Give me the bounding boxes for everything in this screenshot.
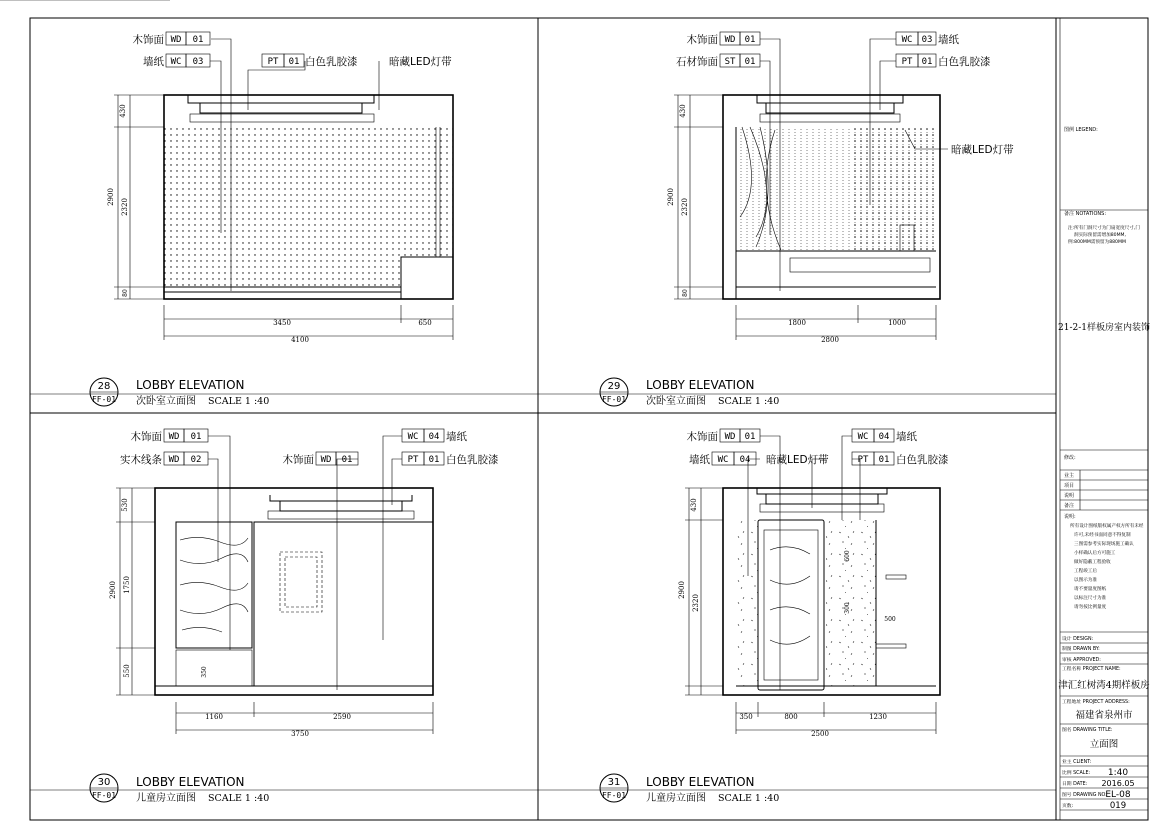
project-name: 津汇红树湾4期样板房 <box>1058 680 1150 691</box>
tag-29-0-code: WD <box>724 35 736 45</box>
tag-30-1-code: WD <box>168 455 180 465</box>
tag-30-4-suffix: 白色乳胶漆 <box>446 454 499 466</box>
dim-h-29-1: 1000 <box>888 319 906 327</box>
dim-v-29-3: 80 <box>682 289 689 297</box>
drawing-no-label: 图号 DRAWING NO: <box>1062 793 1107 798</box>
notice-line-0: 所有设计图纸版权属产权方所有未经 <box>1070 524 1144 529</box>
tag-29-3-num: 01 <box>921 57 933 67</box>
page-label: 页数: <box>1062 804 1074 809</box>
tag-29-4-suffix: 暗藏LED灯带 <box>951 144 1014 156</box>
title-block <box>1058 126 1150 811</box>
tag-31-0-num: 01 <box>744 432 756 442</box>
project-name-label: 工程名称 PROJECT NAME: <box>1062 667 1121 672</box>
tag-31-4-suffix: 白色乳胶漆 <box>896 454 949 466</box>
notes-line-1: 洞实际预留需增加80MM, <box>1074 233 1126 238</box>
dim-v-28-0: 430 <box>119 104 127 118</box>
dim-v-29-0: 430 <box>679 104 687 118</box>
tag-30-4-num: 01 <box>428 455 440 465</box>
tag-30-3-suffix: 墙纸 <box>446 431 467 443</box>
tag-30-4-code: PT <box>407 455 419 465</box>
notice-line-7: 请不要量度图纸 <box>1074 587 1107 592</box>
tag-31-1-name: 墙纸 <box>689 454 710 466</box>
dim-v-30-4: 350 <box>201 666 208 678</box>
tag-31-2-suffix: 暗藏LED灯带 <box>766 454 829 466</box>
tag-29-0-num: 01 <box>744 35 756 45</box>
notes-label: 备注 NOTATIONS: <box>1064 211 1107 217</box>
address-label: 工程地址 PROJECT ADDRESS: <box>1062 700 1130 705</box>
tag-28-2-code: PT <box>267 57 279 67</box>
tag-29-2-num: 03 <box>921 35 933 45</box>
dim-h-29-2: 2800 <box>821 336 839 344</box>
drawn-label: 制图 DRAWN BY: <box>1062 647 1100 652</box>
tag-31-3-code: WC <box>857 432 869 442</box>
dim-v-30-1: 2900 <box>109 581 117 599</box>
panel-31 <box>538 429 1056 804</box>
tag-29-2-code: WC <box>901 35 913 45</box>
check-label: 审核 APPROVED: <box>1062 658 1101 663</box>
tag-31-3-suffix: 墙纸 <box>896 431 917 443</box>
dim-h-31-3: 2500 <box>811 730 829 738</box>
tag-28-1-code: WC <box>170 57 182 67</box>
dim-h-28-0: 3450 <box>273 319 291 327</box>
dim-v-31-5: 500 <box>884 616 896 623</box>
notice-line-3: 小样确认后方可施工 <box>1074 551 1116 556</box>
tag-30-1-num: 02 <box>190 455 202 465</box>
dim-h-30-0: 1160 <box>205 713 223 721</box>
tag-28-1-name: 墙纸 <box>143 56 164 68</box>
dim-v-28-2: 2320 <box>121 198 129 216</box>
dim-h-31-2: 1230 <box>869 713 887 721</box>
tag-31-1-code: WC <box>717 455 729 465</box>
tag-31-4-num: 01 <box>878 455 890 465</box>
rev-row-0: 业主 <box>1064 473 1075 479</box>
dim-h-28-2: 4100 <box>291 336 309 344</box>
tag-28-0-num: 01 <box>192 35 204 45</box>
tag-29-3-suffix: 白色乳胶漆 <box>938 56 991 68</box>
dim-v-29-1: 2900 <box>667 188 675 206</box>
date-value: 2016.05 <box>1101 779 1135 788</box>
date-label: 日期 DATE: <box>1062 782 1088 787</box>
tag-30-3-num: 04 <box>428 432 440 442</box>
tag-31-4-code: PT <box>857 455 869 465</box>
notice-line-1: 许可,未经书面同意不得复制 <box>1074 533 1131 538</box>
dim-h-28-1: 650 <box>418 319 432 327</box>
tag-28-1-num: 03 <box>192 57 204 67</box>
panel-30-number: 30 <box>97 777 111 788</box>
panel-30-scale: SCALE 1 :40 <box>208 793 270 804</box>
panel-30-ref: FF-01 <box>91 791 117 800</box>
tag-28-0-name: 木饰面 <box>132 34 164 46</box>
dim-h-31-1: 800 <box>784 713 798 721</box>
panel-28-title-cn: 次卧室立面图 <box>136 396 196 407</box>
client-label: 业主 CLIENT: <box>1062 760 1092 765</box>
notes-line-0: 注:所有门洞尺寸为门扇宽度尺寸,门 <box>1068 226 1140 231</box>
tag-30-0-code: WD <box>168 432 180 442</box>
tag-29-1-num: 01 <box>744 57 756 67</box>
tag-30-2-name: 木饰面 <box>282 454 314 466</box>
tag-29-1-name: 石材饰面 <box>676 56 718 68</box>
dim-h-31-0: 350 <box>739 713 753 721</box>
tag-28-3-suffix: 暗藏LED灯带 <box>389 56 452 68</box>
scale-value: 1:40 <box>1107 768 1129 778</box>
panel-28-scale: SCALE 1 :40 <box>208 396 270 407</box>
tag-31-3-num: 04 <box>878 432 890 442</box>
tag-29-0-name: 木饰面 <box>686 34 718 46</box>
panel-29-title-cn: 次卧室立面图 <box>646 396 706 407</box>
tag-29-1-code: ST <box>724 57 736 67</box>
drawing-no: EL-08 <box>1105 790 1131 800</box>
dim-v-30-3: 550 <box>123 664 131 678</box>
rev-row-3: 备注 <box>1064 503 1075 509</box>
dim-v-31-3: 600 <box>844 550 851 562</box>
notice-line-8: 以标注尺寸为准 <box>1074 596 1107 601</box>
tag-30-2-code: WD <box>320 455 332 465</box>
rev-row-2: 说明 <box>1064 493 1075 499</box>
panel-28-ref: FF-01 <box>91 395 117 404</box>
drawing-title-label: 图名 DRAWING TITLE: <box>1062 728 1113 733</box>
panel-29-scale: SCALE 1 :40 <box>718 396 780 407</box>
tag-28-2-suffix: 白色乳胶漆 <box>305 56 358 68</box>
notice-line-9: 请勿按比例量度 <box>1074 605 1107 610</box>
tag-29-2-suffix: 墙纸 <box>938 34 959 46</box>
scale-label: 比例 SCALE: <box>1062 771 1091 776</box>
notice-line-4: 做好隐蔽工程验收 <box>1074 560 1111 565</box>
tag-30-0-num: 01 <box>190 432 202 442</box>
panel-31-title-cn: 儿童房立面图 <box>646 793 706 804</box>
tag-31-1-num: 04 <box>739 455 751 465</box>
legend-label: 图例 LEGEND: <box>1064 127 1098 133</box>
panel-30-title-en: LOBBY ELEVATION <box>136 775 245 789</box>
revision-label: 修改: <box>1064 455 1076 461</box>
address: 福建省泉州市 <box>1075 710 1133 721</box>
panel-28-number: 28 <box>97 381 111 392</box>
tag-28-0-code: WD <box>170 35 182 45</box>
tag-28-2-num: 01 <box>288 57 300 67</box>
dim-v-29-2: 2320 <box>681 198 689 216</box>
notice-line-6: 以图示为准 <box>1074 578 1097 583</box>
design-label: 设计 DESIGN: <box>1062 637 1094 642</box>
notice-line-5: 工程竣工后 <box>1074 569 1097 574</box>
tag-30-1-name: 实木线条 <box>120 454 162 466</box>
dim-v-31-1: 2900 <box>678 581 686 599</box>
dim-h-29-0: 1800 <box>788 319 806 327</box>
panel-30-title-cn: 儿童房立面图 <box>136 793 196 804</box>
tag-30-0-name: 木饰面 <box>130 431 162 443</box>
panel-28-title-en: LOBBY ELEVATION <box>136 378 245 392</box>
panel-31-ref: FF-01 <box>601 791 627 800</box>
dim-v-31-0: 430 <box>690 498 698 512</box>
dim-v-28-3: 80 <box>122 289 129 297</box>
page-number: 019 <box>1109 801 1127 811</box>
dim-v-30-2: 1750 <box>123 576 131 594</box>
panel-29-number: 29 <box>607 381 621 392</box>
panel-31-title-en: LOBBY ELEVATION <box>646 775 755 789</box>
project-title-vertical: 21-2-1样板房室内装饰 <box>1058 323 1150 333</box>
dim-v-31-4: 300 <box>844 602 851 614</box>
panel-31-scale: SCALE 1 :40 <box>718 793 780 804</box>
tag-31-0-name: 木饰面 <box>686 431 718 443</box>
tag-30-3-code: WC <box>407 432 419 442</box>
rev-row-1: 项目 <box>1064 483 1075 489</box>
dim-h-30-2: 3750 <box>291 730 309 738</box>
drawing-title: 立面图 <box>1089 739 1119 750</box>
panel-31-number: 31 <box>607 777 621 788</box>
notice-line-2: 三图需参考实际现场施工确认 <box>1074 542 1134 547</box>
dim-h-30-1: 2590 <box>333 713 351 721</box>
notice-label: 说明: <box>1064 514 1076 520</box>
tag-31-0-code: WD <box>724 432 736 442</box>
panel-30 <box>30 429 538 804</box>
tag-30-2-num: 01 <box>341 455 353 465</box>
dim-v-28-1: 2900 <box>107 188 115 206</box>
tag-29-3-code: PT <box>901 57 913 67</box>
dim-v-31-2: 2320 <box>692 594 700 612</box>
notes-line-2: 例:800MM需预留为880MM <box>1068 240 1126 245</box>
panel-28 <box>30 32 538 407</box>
panel-29-title-en: LOBBY ELEVATION <box>646 378 755 392</box>
dim-v-30-0: 530 <box>121 498 129 512</box>
panel-29-ref: FF-01 <box>601 395 627 404</box>
